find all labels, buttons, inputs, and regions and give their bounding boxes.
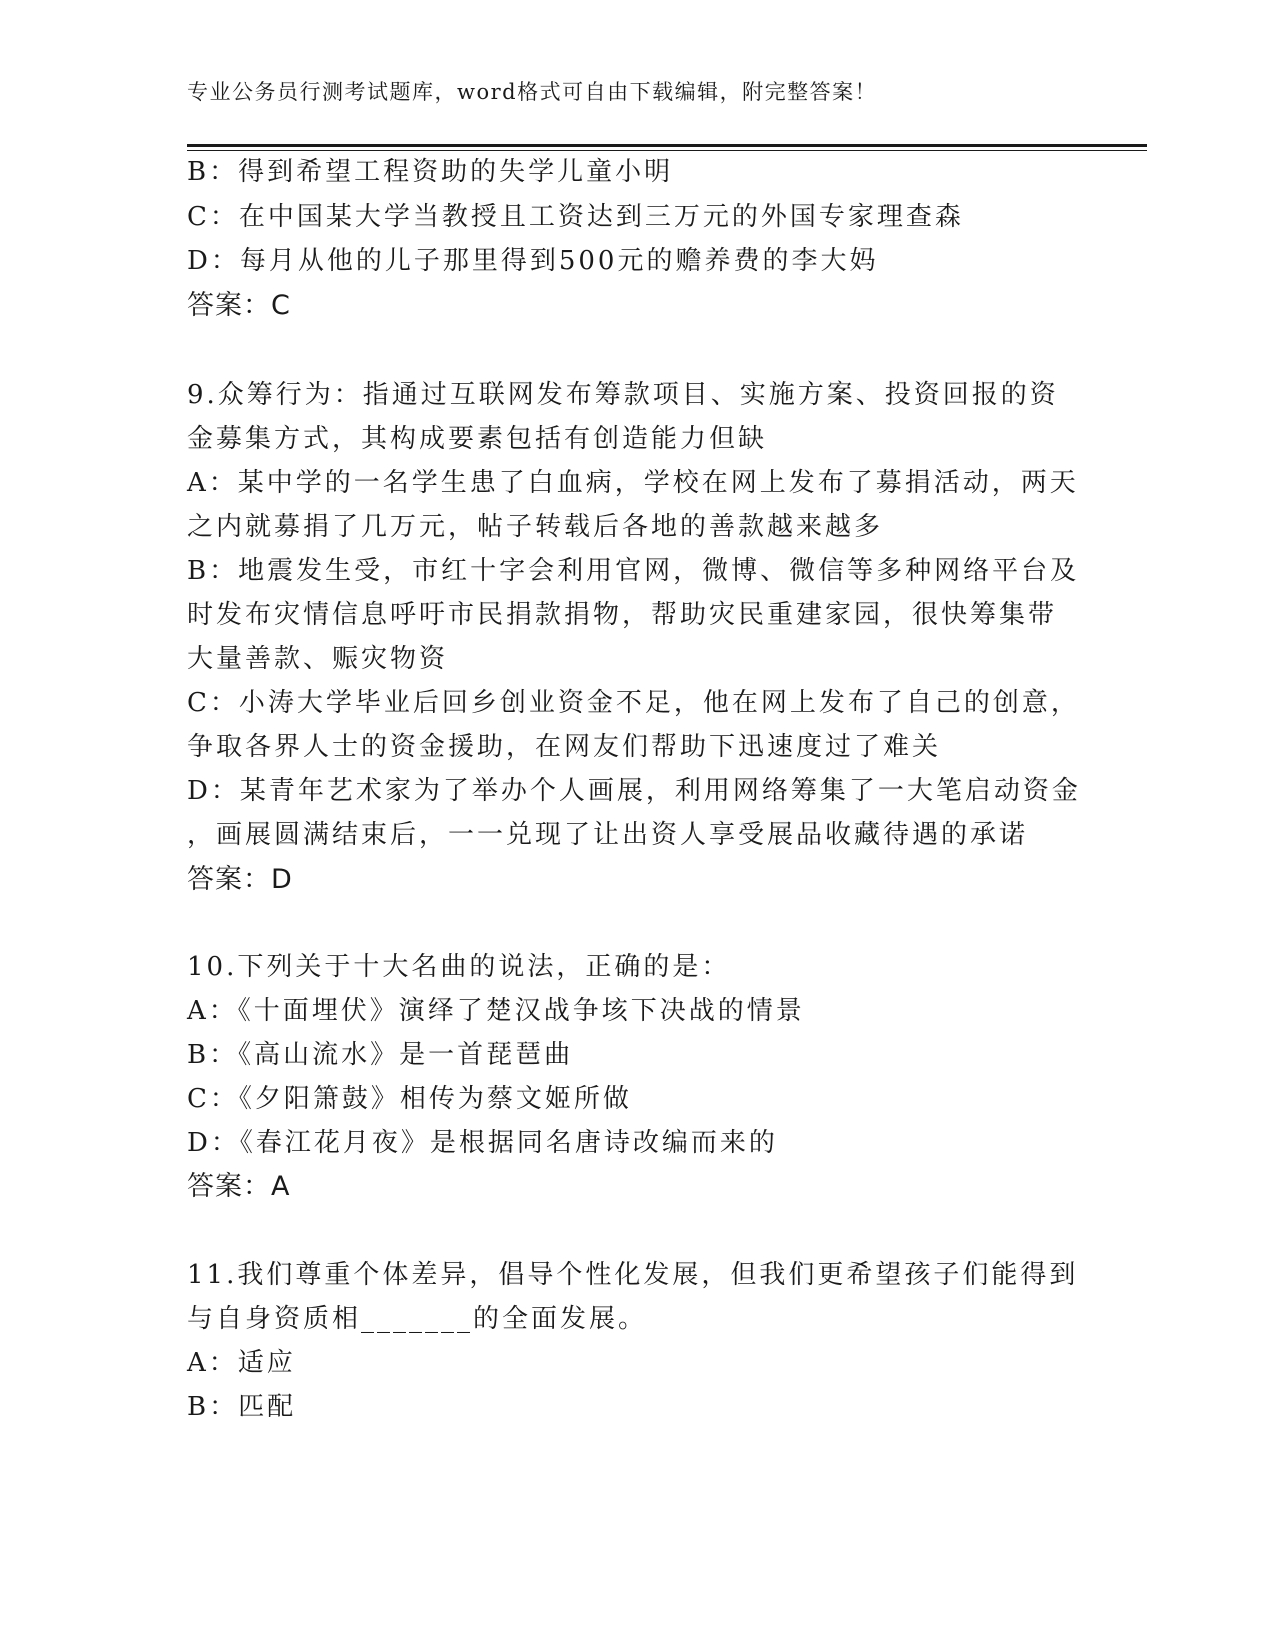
option-line: 争取各界人士的资金援助，在网友们帮助下迅速度过了难关 <box>187 732 942 762</box>
header-rule-thick <box>187 144 1147 147</box>
option-line: 大量善款、赈灾物资 <box>187 644 449 674</box>
page-header: 专业公务员行测考试题库，word格式可自由下载编辑，附完整答案！ <box>187 80 878 104</box>
option-line: B：匹配 <box>187 1392 297 1422</box>
question-line: 金募集方式，其构成要素包括有创造能力但缺 <box>187 424 768 454</box>
option-line: 之内就募捐了几万元，帖子转载后各地的善款越来越多 <box>187 512 884 542</box>
answer-line: 答案：A <box>187 1171 291 1202</box>
option-line: A：某中学的一名学生患了白血病，学校在网上发布了募捐活动，两天 <box>187 468 1079 498</box>
answer-line: 答案：C <box>187 290 291 321</box>
option-line: B：地震发生受，市红十字会利用官网，微博、微信等多种网络平台及 <box>187 556 1080 586</box>
option-line: B：《高山流水》是一首琵琶曲 <box>187 1040 574 1070</box>
answer-line: 答案：D <box>187 864 293 895</box>
question-line: 9.众筹行为：指通过互联网发布筹款项目、实施方案、投资回报的资 <box>187 380 1059 410</box>
option-line: A：《十面埋伏》演绎了楚汉战争垓下决战的情景 <box>187 996 805 1026</box>
option-line: ，画展圆满结束后，一一兑现了让出资人享受展品收藏待遇的承诺 <box>187 820 1029 850</box>
option-line: C：《夕阳箫鼓》相传为蔡文姬所做 <box>187 1084 632 1114</box>
header-rule-thin <box>187 150 1147 151</box>
option-line: A：适应 <box>187 1348 296 1378</box>
option-line: C：小涛大学毕业后回乡创业资金不足，他在网上发布了自己的创意， <box>187 688 1080 718</box>
option-line: D：每月从他的儿子那里得到500元的赡养费的李大妈 <box>187 246 879 276</box>
question-line: 10.下列关于十大名曲的说法，正确的是： <box>187 952 731 982</box>
option-line: B：得到希望工程资助的失学儿童小明 <box>187 157 674 187</box>
question-line: 与自身资质相_______的全面发展。 <box>187 1304 648 1334</box>
option-line: D：《春江花月夜》是根据同名唐诗改编而来的 <box>187 1128 778 1158</box>
question-line: 11.我们尊重个体差异，倡导个性化发展，但我们更希望孩子们能得到 <box>187 1260 1079 1290</box>
option-line: C：在中国某大学当教授且工资达到三万元的外国专家理查森 <box>187 202 964 232</box>
option-line: D：某青年艺术家为了举办个人画展，利用网络筹集了一大笔启动资金 <box>187 776 1081 806</box>
option-line: 时发布灾情信息呼吁市民捐款捐物，帮助灾民重建家园，很快筹集带 <box>187 600 1058 630</box>
